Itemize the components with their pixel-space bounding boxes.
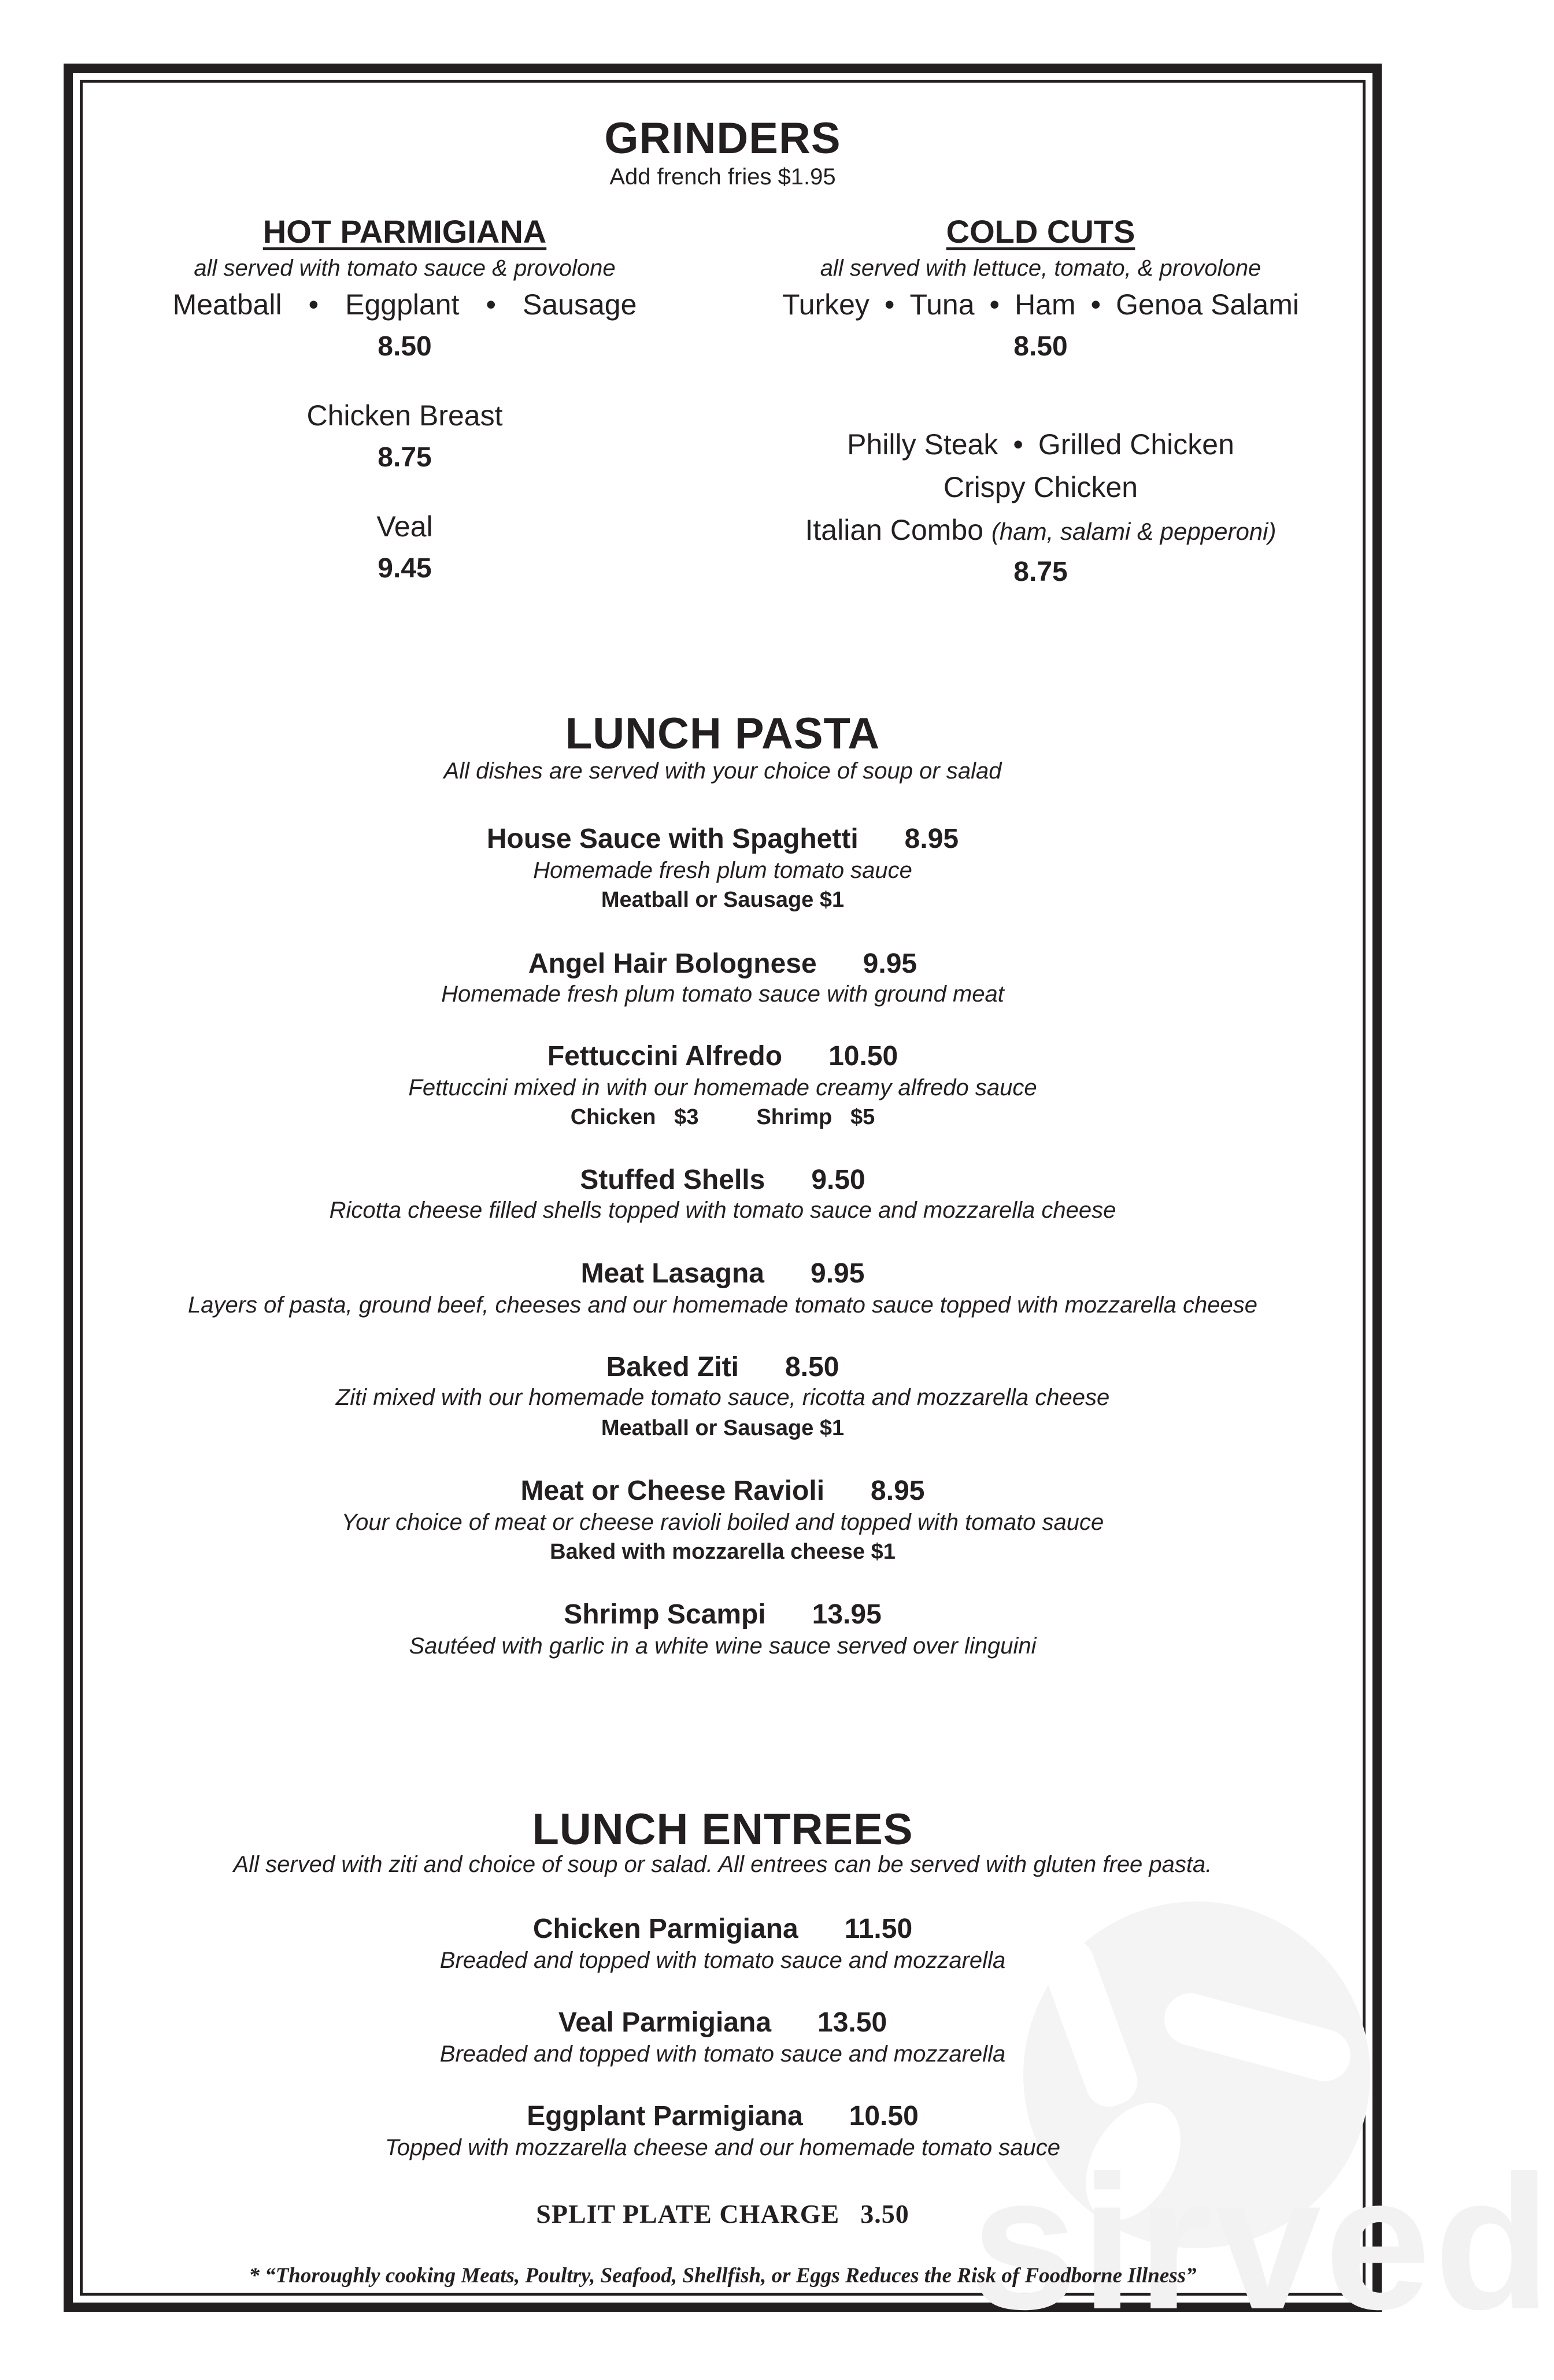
pasta-dish-shrimp-scampi xyxy=(0,1599,1445,1630)
hot-item-veal: Veal xyxy=(376,510,433,543)
dish-description: Homemade fresh plum tomato sauce with ground meat xyxy=(441,981,1004,1007)
dish-description: Layers of pasta, ground beef, cheeses and our homemade tomato sauce topped with mozzarella cheese xyxy=(187,1292,1258,1318)
cold-row-2 xyxy=(694,428,1388,461)
pasta-dish-house-sauce xyxy=(0,823,1445,855)
menu-item: Sausage xyxy=(523,288,637,321)
entree-eggplant-parmigiana xyxy=(0,2100,1445,2132)
dish-extra: Meatball or Sausage $1 xyxy=(601,1416,845,1440)
split-plate-price: 3.50 xyxy=(860,2199,909,2229)
pasta-dish-meat-lasagna xyxy=(0,1258,1445,1289)
dish-description: Homemade fresh plum tomato sauce xyxy=(533,858,912,883)
lunch-entrees-subtitle: All served with ziti and choice of soup or salad. All entrees can be served with gluten free pasta. xyxy=(233,1852,1212,1877)
menu-item: Turkey xyxy=(782,288,870,321)
dish-price: 8.95 xyxy=(871,1476,925,1506)
dish-extra: Meatball or Sausage $1 xyxy=(601,888,845,912)
bullet-separator: • xyxy=(1013,428,1023,461)
dish-description: Your choice of meat or cheese ravioli boiled and topped with tomato sauce xyxy=(341,1510,1104,1535)
dish-extra-shrimp: Shrimp $5 xyxy=(756,1105,875,1129)
watermark-text: sirved xyxy=(971,2136,1554,2349)
cold-cuts-note: all served with lettuce, tomato, & provolone xyxy=(820,255,1261,281)
split-plate-charge xyxy=(0,2199,1445,2229)
dish-price: 13.50 xyxy=(817,2007,887,2038)
dish-price: 8.95 xyxy=(904,824,959,854)
lunch-pasta-title: LUNCH PASTA xyxy=(565,709,880,758)
menu-item: Ham xyxy=(1015,288,1076,321)
dish-name: Chicken Parmigiana xyxy=(532,1914,798,1944)
dish-name: Fettuccini Alfredo xyxy=(547,1041,783,1072)
dish-name: Eggplant Parmigiana xyxy=(527,2101,803,2131)
dish-price: 9.95 xyxy=(811,1258,865,1289)
dish-price: 9.50 xyxy=(811,1165,865,1195)
grinders-subtitle: Add french fries $1.95 xyxy=(609,164,836,190)
hot-item-chicken-breast: Chicken Breast xyxy=(306,399,503,432)
dish-name: House Sauce with Spaghetti xyxy=(486,824,859,854)
dish-extra: Baked with mozzarella cheese $1 xyxy=(550,1540,896,1564)
bullet-separator: • xyxy=(486,288,497,321)
menu-item-note: (ham, salami & pepperoni) xyxy=(991,518,1276,545)
dish-description: Ricotta cheese filled shells topped with tomato sauce and mozzarella cheese xyxy=(329,1198,1116,1223)
dish-price: 8.50 xyxy=(785,1352,839,1382)
pasta-dish-angel-hair xyxy=(0,948,1445,980)
lunch-entrees-title: LUNCH ENTREES xyxy=(532,1805,913,1854)
dish-name: Veal Parmigiana xyxy=(558,2007,772,2038)
grinders-title: GRINDERS xyxy=(604,114,841,163)
dish-name: Shrimp Scampi xyxy=(564,1599,766,1630)
dish-price: 10.50 xyxy=(849,2101,919,2131)
hot-parmigiana-note: all served with tomato sauce & provolone xyxy=(194,255,616,281)
dish-name: Baked Ziti xyxy=(606,1352,739,1382)
dish-extra xyxy=(0,1105,1445,1130)
dish-price: 10.50 xyxy=(828,1041,898,1072)
menu-item: Philly Steak xyxy=(847,428,998,461)
dish-description: Topped with mozzarella cheese and our homemade tomato sauce xyxy=(384,2135,1061,2160)
dish-name: Meat or Cheese Ravioli xyxy=(520,1476,825,1506)
food-safety-note: * “Thoroughly cooking Meats, Poultry, Seafood, Shellfish, or Eggs Reduces the Risk of Foodborne Illness” xyxy=(249,2264,1197,2288)
cold-cuts-title: COLD CUTS xyxy=(946,213,1135,250)
dish-price: 9.95 xyxy=(863,948,917,979)
menu-item: Grilled Chicken xyxy=(1038,428,1234,461)
entree-chicken-parmigiana xyxy=(0,1913,1445,1945)
entree-veal-parmigiana xyxy=(0,2007,1445,2038)
dish-description: Ziti mixed with our homemade tomato sauce, ricotta and mozzarella cheese xyxy=(335,1385,1110,1410)
hot-price-2: 8.75 xyxy=(378,442,432,473)
bullet-separator: • xyxy=(1090,288,1101,321)
dish-price: 13.95 xyxy=(812,1599,882,1630)
dish-description: Breaded and topped with tomato sauce and mozzarella xyxy=(439,2041,1006,2067)
menu-item: Meatball xyxy=(172,288,282,321)
pasta-dish-ravioli xyxy=(0,1475,1445,1507)
menu-item: Tuna xyxy=(909,288,975,321)
bullet-separator: • xyxy=(989,288,1000,321)
cold-row-italian-combo xyxy=(694,513,1388,547)
menu-item: Genoa Salami xyxy=(1116,288,1300,321)
bullet-separator: • xyxy=(884,288,895,321)
bullet-separator: • xyxy=(308,288,319,321)
pasta-dish-baked-ziti xyxy=(0,1351,1445,1383)
cold-price-1: 8.50 xyxy=(1013,331,1068,362)
hot-price-1: 8.50 xyxy=(378,331,432,362)
dish-price: 11.50 xyxy=(844,1914,913,1944)
dish-description: Breaded and topped with tomato sauce and mozzarella xyxy=(439,1948,1006,1973)
lunch-pasta-subtitle: All dishes are served with your choice of soup or salad xyxy=(443,758,1002,784)
dish-description: Fettuccini mixed in with our homemade creamy alfredo sauce xyxy=(408,1075,1037,1100)
hot-parmigiana-items xyxy=(0,288,809,321)
pasta-dish-stuffed-shells xyxy=(0,1164,1445,1196)
dish-name: Meat Lasagna xyxy=(580,1258,764,1289)
hot-price-3: 9.45 xyxy=(378,553,432,584)
menu-item: Italian Combo xyxy=(805,514,984,546)
pasta-dish-fettuccini xyxy=(0,1040,1445,1072)
hot-parmigiana-title: HOT PARMIGIANA xyxy=(262,213,547,250)
split-plate-label: SPLIT PLATE CHARGE xyxy=(536,2199,840,2229)
dish-extra-chicken: Chicken $3 xyxy=(570,1105,699,1129)
dish-name: Angel Hair Bolognese xyxy=(528,948,817,979)
dish-name: Stuffed Shells xyxy=(580,1165,765,1195)
cold-item-crispy-chicken: Crispy Chicken xyxy=(943,471,1138,503)
dish-description: Sautéed with garlic in a white wine sauce served over linguini xyxy=(409,1633,1037,1659)
cold-price-2: 8.75 xyxy=(1013,557,1068,587)
menu-item: Eggplant xyxy=(345,288,460,321)
cold-cuts-items xyxy=(694,288,1388,321)
